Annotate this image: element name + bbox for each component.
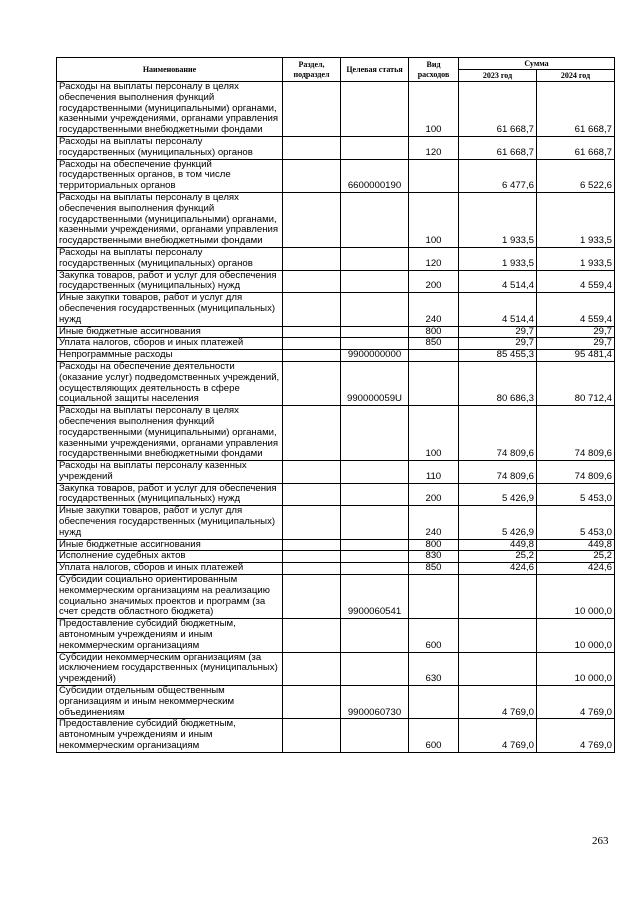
row-section-cell — [283, 619, 341, 652]
row-target-cell — [341, 293, 409, 326]
row-section-cell — [283, 506, 341, 539]
row-kind-cell: 600 — [409, 719, 459, 752]
row-sum-2024-cell: 6 522,6 — [537, 159, 615, 192]
row-target-cell: 9900060541 — [341, 575, 409, 619]
row-sum-2023-cell: 85 455,3 — [459, 350, 537, 362]
row-kind-cell: 200 — [409, 483, 459, 506]
row-section-cell — [283, 326, 341, 338]
header-section: Раздел, подраздел — [283, 58, 341, 82]
row-sum-2023-cell — [459, 652, 537, 685]
row-name-cell: Расходы на выплаты персоналу в целях обеспечения выполнения функций государственными (муниципальными) органами, казенными учреждениями, органами управления государственными внебюджетными фондами — [57, 192, 283, 247]
row-name-cell: Непрограммные расходы — [57, 350, 283, 362]
row-kind-cell — [409, 350, 459, 362]
row-section-cell — [283, 406, 341, 461]
row-section-cell — [283, 483, 341, 506]
row-section-cell — [283, 575, 341, 619]
row-target-cell: 9900060730 — [341, 686, 409, 719]
row-section-cell — [283, 82, 341, 137]
row-section-cell — [283, 192, 341, 247]
row-name-cell: Субсидии некоммерческим организациям (за исключением государственных (муниципальных) учреждений) — [57, 652, 283, 685]
table-row — [57, 326, 615, 338]
table-row — [57, 619, 615, 652]
row-target-cell: 6600000190 — [341, 159, 409, 192]
row-sum-2024-cell: 449,8 — [537, 539, 615, 551]
row-kind-cell: 120 — [409, 247, 459, 270]
row-name-cell: Уплата налогов, сборов и иных платежей — [57, 563, 283, 575]
table-row — [57, 136, 615, 159]
row-sum-2023-cell: 449,8 — [459, 539, 537, 551]
table-row — [57, 686, 615, 719]
row-sum-2024-cell: 5 453,0 — [537, 483, 615, 506]
row-sum-2023-cell: 5 426,9 — [459, 506, 537, 539]
row-sum-2024-cell: 5 453,0 — [537, 506, 615, 539]
row-target-cell — [341, 192, 409, 247]
row-sum-2023-cell: 74 809,6 — [459, 406, 537, 461]
table-row — [57, 483, 615, 506]
row-section-cell — [283, 136, 341, 159]
row-kind-cell: 630 — [409, 652, 459, 685]
row-sum-2023-cell — [459, 619, 537, 652]
row-sum-2023-cell: 6 477,6 — [459, 159, 537, 192]
row-target-cell — [341, 563, 409, 575]
table-row — [57, 563, 615, 575]
row-target-cell — [341, 136, 409, 159]
table-row — [57, 159, 615, 192]
row-sum-2023-cell: 74 809,6 — [459, 461, 537, 484]
row-target-cell — [341, 338, 409, 350]
row-name-cell: Иные закупки товаров, работ и услуг для обеспечения государственных (муниципальных) нужд — [57, 293, 283, 326]
row-target-cell — [341, 406, 409, 461]
row-section-cell — [283, 563, 341, 575]
row-target-cell — [341, 506, 409, 539]
row-sum-2023-cell: 61 668,7 — [459, 82, 537, 137]
table-row — [57, 506, 615, 539]
table-row — [57, 719, 615, 752]
row-target-cell — [341, 82, 409, 137]
row-sum-2024-cell: 80 712,4 — [537, 361, 615, 405]
row-name-cell: Закупка товаров, работ и услуг для обеспечения государственных (муниципальных) нужд — [57, 483, 283, 506]
row-name-cell: Закупка товаров, работ и услуг для обеспечения государственных (муниципальных) нужд — [57, 270, 283, 293]
table-row — [57, 82, 615, 137]
row-sum-2024-cell: 1 933,5 — [537, 247, 615, 270]
row-sum-2023-cell: 4 769,0 — [459, 719, 537, 752]
row-target-cell — [341, 326, 409, 338]
row-name-cell: Расходы на выплаты персоналу в целях обеспечения выполнения функций государственными (муниципальными) органами, казенными учреждениями, органами управления государственными внебюджетными фондами — [57, 406, 283, 461]
row-target-cell — [341, 652, 409, 685]
row-target-cell: 9900000000 — [341, 350, 409, 362]
row-sum-2023-cell: 25,2 — [459, 551, 537, 563]
table-row — [57, 247, 615, 270]
row-name-cell: Иные бюджетные ассигнования — [57, 326, 283, 338]
row-name-cell: Расходы на выплаты персоналу в целях обеспечения выполнения функций государственными (муниципальными) органами, казенными учреждениями, органами управления государственными внебюджетными фондами — [57, 82, 283, 137]
row-kind-cell: 240 — [409, 506, 459, 539]
row-sum-2023-cell: 29,7 — [459, 326, 537, 338]
row-kind-cell: 600 — [409, 619, 459, 652]
row-sum-2024-cell: 4 559,4 — [537, 293, 615, 326]
table-row — [57, 551, 615, 563]
table-row — [57, 293, 615, 326]
row-sum-2023-cell — [459, 575, 537, 619]
row-target-cell — [341, 461, 409, 484]
row-sum-2024-cell: 10 000,0 — [537, 619, 615, 652]
row-sum-2024-cell: 25,2 — [537, 551, 615, 563]
row-sum-2023-cell: 4 514,4 — [459, 293, 537, 326]
table-header — [57, 58, 615, 82]
row-sum-2024-cell: 29,7 — [537, 338, 615, 350]
budget-table — [56, 57, 615, 753]
row-kind-cell: 200 — [409, 270, 459, 293]
table-row — [57, 270, 615, 293]
table-row — [57, 406, 615, 461]
row-sum-2023-cell: 29,7 — [459, 338, 537, 350]
row-name-cell: Иные закупки товаров, работ и услуг для обеспечения государственных (муниципальных) нужд — [57, 506, 283, 539]
table-row — [57, 539, 615, 551]
header-name: Наименование — [57, 58, 283, 82]
row-kind-cell — [409, 575, 459, 619]
header-sum: Сумма — [459, 58, 615, 70]
row-kind-cell: 850 — [409, 338, 459, 350]
row-sum-2024-cell: 95 481,4 — [537, 350, 615, 362]
row-section-cell — [283, 686, 341, 719]
row-section-cell — [283, 270, 341, 293]
row-name-cell: Расходы на обеспечение функций государственных органов, в том числе территориальных органов — [57, 159, 283, 192]
row-section-cell — [283, 159, 341, 192]
row-name-cell: Субсидии социально ориентированным некоммерческим организациям на реализацию социально значимых проектов и программ (за счет средств областного бюджета) — [57, 575, 283, 619]
header-2023: 2023 год — [459, 70, 537, 82]
row-sum-2024-cell: 61 668,7 — [537, 136, 615, 159]
row-sum-2023-cell: 4 769,0 — [459, 686, 537, 719]
row-kind-cell: 100 — [409, 82, 459, 137]
row-section-cell — [283, 338, 341, 350]
table-body — [57, 82, 615, 753]
row-sum-2023-cell: 5 426,9 — [459, 483, 537, 506]
row-target-cell — [341, 483, 409, 506]
table-row — [57, 192, 615, 247]
page-number: 263 — [592, 835, 609, 847]
row-sum-2024-cell: 424,6 — [537, 563, 615, 575]
row-target-cell — [341, 551, 409, 563]
table-row — [57, 361, 615, 405]
row-sum-2024-cell: 74 809,6 — [537, 406, 615, 461]
table-row — [57, 461, 615, 484]
row-sum-2024-cell: 61 668,7 — [537, 82, 615, 137]
row-target-cell — [341, 719, 409, 752]
row-kind-cell: 850 — [409, 563, 459, 575]
table-row — [57, 652, 615, 685]
row-name-cell: Расходы на выплаты персоналу казенных учреждений — [57, 461, 283, 484]
header-2024: 2024 год — [537, 70, 615, 82]
row-section-cell — [283, 293, 341, 326]
row-kind-cell: 100 — [409, 406, 459, 461]
row-sum-2023-cell: 424,6 — [459, 563, 537, 575]
row-sum-2023-cell: 1 933,5 — [459, 247, 537, 270]
row-kind-cell: 800 — [409, 539, 459, 551]
row-sum-2024-cell: 29,7 — [537, 326, 615, 338]
row-target-cell — [341, 539, 409, 551]
row-kind-cell: 110 — [409, 461, 459, 484]
header-target: Целевая статья — [341, 58, 409, 82]
row-name-cell: Расходы на обеспечение деятельности (оказание услуг) подведомственных учреждений, осуществляющих деятельность в сфере социальной защиты населения — [57, 361, 283, 405]
row-kind-cell: 120 — [409, 136, 459, 159]
row-kind-cell — [409, 361, 459, 405]
row-kind-cell: 100 — [409, 192, 459, 247]
row-target-cell: 990000059U — [341, 361, 409, 405]
row-section-cell — [283, 719, 341, 752]
row-section-cell — [283, 247, 341, 270]
table-row — [57, 350, 615, 362]
row-section-cell — [283, 551, 341, 563]
row-kind-cell: 240 — [409, 293, 459, 326]
row-kind-cell: 800 — [409, 326, 459, 338]
header-kind: Вид расходов — [409, 58, 459, 82]
row-sum-2024-cell: 4 559,4 — [537, 270, 615, 293]
row-name-cell: Предоставление субсидий бюджетным, автономным учреждениям и иным некоммерческим организациям — [57, 719, 283, 752]
row-sum-2023-cell: 4 514,4 — [459, 270, 537, 293]
row-section-cell — [283, 539, 341, 551]
row-sum-2023-cell: 80 686,3 — [459, 361, 537, 405]
row-section-cell — [283, 361, 341, 405]
row-sum-2023-cell: 61 668,7 — [459, 136, 537, 159]
table-row — [57, 575, 615, 619]
row-kind-cell — [409, 686, 459, 719]
row-sum-2024-cell: 10 000,0 — [537, 652, 615, 685]
row-name-cell: Субсидии отдельным общественным организациям и иным некоммерческим объединениям — [57, 686, 283, 719]
row-name-cell: Иные бюджетные ассигнования — [57, 539, 283, 551]
row-name-cell: Исполнение судебных актов — [57, 551, 283, 563]
row-sum-2024-cell: 10 000,0 — [537, 575, 615, 619]
row-target-cell — [341, 619, 409, 652]
row-sum-2024-cell: 74 809,6 — [537, 461, 615, 484]
row-kind-cell — [409, 159, 459, 192]
row-sum-2023-cell: 1 933,5 — [459, 192, 537, 247]
row-name-cell: Расходы на выплаты персоналу государственных (муниципальных) органов — [57, 136, 283, 159]
row-sum-2024-cell: 4 769,0 — [537, 719, 615, 752]
row-section-cell — [283, 461, 341, 484]
row-section-cell — [283, 350, 341, 362]
row-section-cell — [283, 652, 341, 685]
row-target-cell — [341, 270, 409, 293]
table-row — [57, 338, 615, 350]
row-name-cell: Уплата налогов, сборов и иных платежей — [57, 338, 283, 350]
row-sum-2024-cell: 4 769,0 — [537, 686, 615, 719]
row-name-cell: Расходы на выплаты персоналу государственных (муниципальных) органов — [57, 247, 283, 270]
row-name-cell: Предоставление субсидий бюджетным, автономным учреждениям и иным некоммерческим организациям — [57, 619, 283, 652]
row-target-cell — [341, 247, 409, 270]
row-sum-2024-cell: 1 933,5 — [537, 192, 615, 247]
row-kind-cell: 830 — [409, 551, 459, 563]
